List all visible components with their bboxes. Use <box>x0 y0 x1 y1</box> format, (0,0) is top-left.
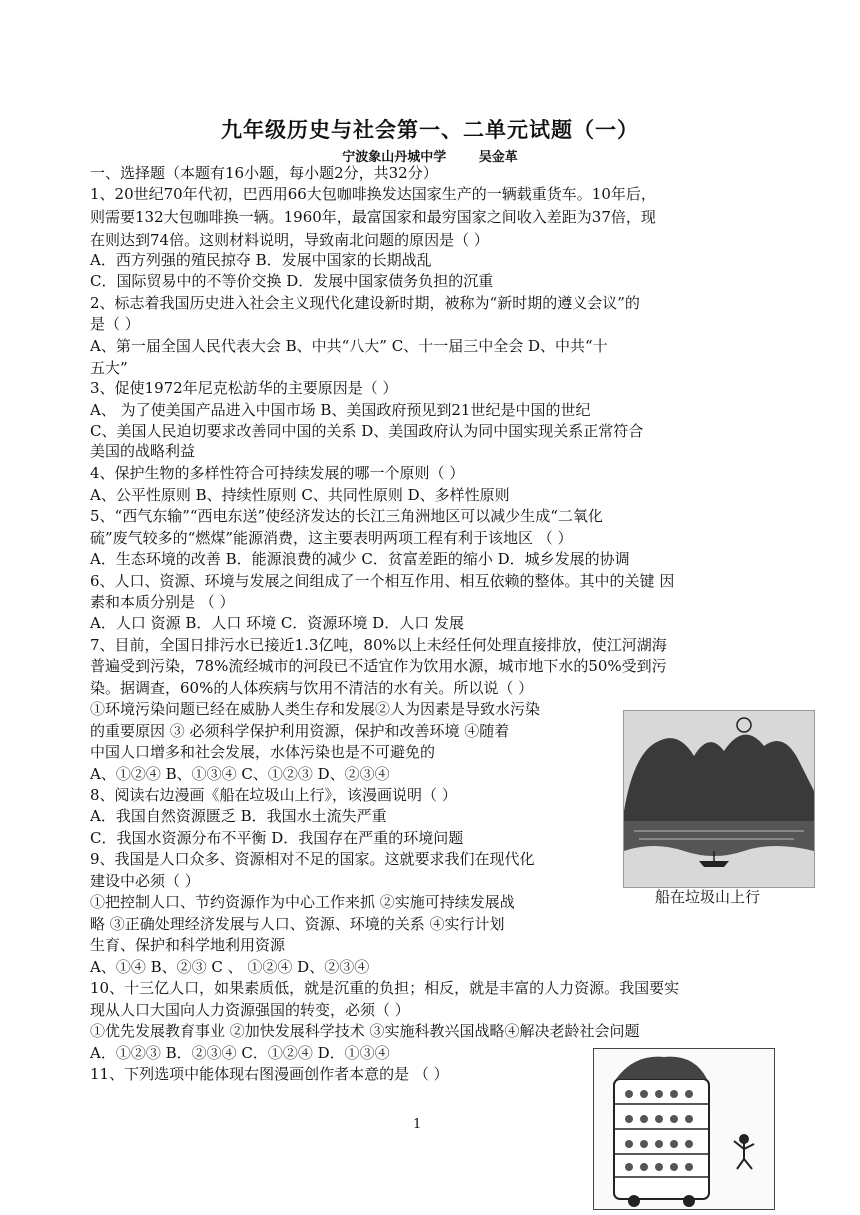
exam-title: 九年级历史与社会第一、二单元试题（一） <box>221 117 639 142</box>
text-line: ①把控制人口、节约资源作为中心工作来抓 ②实施可持续发展战 <box>90 893 515 911</box>
text-line: A、①②④ B、①③④ C、①②③ D、②③④ <box>90 765 390 783</box>
text-line: 染。据调查，60%的人体疾病与饮用不清洁的水有关。所以说（ ） <box>90 679 534 697</box>
text-line: 3、促使1972年尼克松訪华的主要原因是（ ） <box>90 379 398 397</box>
text-line: ①环境污染问题已经在威胁人类生存和发展②人为因素是导致水污染 <box>90 700 541 718</box>
text-line: C．国际贸易中的不等价交换 D．发展中国家债务负担的沉重 <box>90 272 494 290</box>
text-line: C．我国水资源分布不平衡 D．我国存在严重的环境问题 <box>90 829 464 847</box>
text-line: 2、标志着我国历史进入社会主义现代化建设新时期，被称为“新时期的遵义会议”的 <box>90 294 640 312</box>
text-line: A．我国自然资源匮乏 B．我国水土流失严重 <box>90 807 387 825</box>
text-line: C、美国人民迫切要求改善同中国的关系 D、美国政府认为同中国实现关系正常符合 <box>90 422 644 440</box>
text-line: 略 ③正确处理经济发展与人口、资源、环境的关系 ④实行计划 <box>90 915 505 933</box>
text-line: 是（ ） <box>90 315 140 333</box>
text-line: A、①④ B、②③ C 、 ①②④ D、②③④ <box>90 958 370 976</box>
text-line: 1、20世纪70年代初，巴西用66大包咖啡换发达国家生产的一辆载重货车。10年后， <box>90 185 656 203</box>
text-line: 普遍受到污染，78%流经城市的河段已不适宜作为饮用水源，城市地下水的50%受到污 <box>90 657 667 675</box>
text-line: 建设中必须（ ） <box>90 872 200 890</box>
text-line: A．①②③ B．②③④ C．①②④ D．①③④ <box>90 1044 390 1062</box>
text-line: 在则达到74倍。这则材料说明，导致南北问题的原因是（ ） <box>90 231 489 249</box>
author-name: 吴金革 <box>478 150 518 165</box>
page-number: 1 <box>413 1117 422 1132</box>
text-line: 美国的战略利益 <box>90 442 196 460</box>
text-line: 11、下列选项中能体现右图漫画创作者本意的是 （ ） <box>90 1065 449 1083</box>
text-line: 生育、保护和科学地利用资源 <box>90 936 286 954</box>
text-line: 现从人口大国向人力资源强国的转变，必须（ ） <box>90 1001 410 1019</box>
text-line: A、公平性原则 B、持续性原则 C、共同性原则 D、多样性原则 <box>90 486 510 504</box>
text-line: 素和本质分别是 （ ） <box>90 593 235 611</box>
text-line: A、第一届全国人民代表大会 B、中共“八大” C、十一届三中全会 D、中共“十 <box>90 337 608 355</box>
text-line: 中国人口增多和社会发展，水体污染也是不可避免的 <box>90 743 436 761</box>
text-line: 则需要132大包咖啡换一辆。1960年，最富国家和最穷国家之间收入差距为37倍，现 <box>90 208 656 226</box>
text-line: 5、“西气东输”“西电东送”使经济发达的长江三角洲地区可以减少生成“二氧化 <box>90 507 603 525</box>
text-line: A．生态环境的改善 B．能源浪费的减少 C．贫富差距的缩小 D．城乡发展的协调 <box>90 550 630 568</box>
cartoon-bus-image <box>593 1048 775 1210</box>
text-line: 9、我国是人口众多、资源相对不足的国家。这就要求我们在现代化 <box>90 850 535 868</box>
text-line: 8、阅读右边漫画《船在垃圾山上行》，该漫画说明（ ） <box>90 786 457 804</box>
text-line: 的重要原因 ③ 必须科学保护利用资源，保护和改善环境 ④随着 <box>90 722 510 740</box>
text-line: A．西方列强的殖民掠夺 B．发展中国家的长期战乱 <box>90 251 432 269</box>
cartoon-boat-image <box>623 710 815 888</box>
text-line: A．人口 资源 B．人口 环境 C．资源环境 D．人口 发展 <box>90 614 464 632</box>
text-line: 10、十三亿人口，如果素质低，就是沉重的负担；相反，就是丰富的人力资源。我国要实 <box>90 979 680 997</box>
school-name: 宁波象山丹城中学 <box>342 150 447 165</box>
text-line: 7、目前，全国日排污水已接近1.3亿吨，80%以上未经任何处理直接排放，使江河湖海 <box>90 636 667 654</box>
text-line: A、 为了使美国产品进入中国市场 B、美国政府预见到21世纪是中国的世纪 <box>90 401 591 419</box>
text-line: 6、人口、资源、环境与发展之间组成了一个相互作用、相互依赖的整体。其中的关键 因 <box>90 572 675 590</box>
text-line: 硫”废气较多的“燃煤”能源消费，这主要表明两项工程有利于该地区 （ ） <box>90 529 573 547</box>
text-line: 4、保护生物的多样性符合可持续发展的哪一个原则（ ） <box>90 464 465 482</box>
cartoon-caption: 船在垃圾山上行 <box>655 888 761 906</box>
text-line: 五大” <box>90 359 128 377</box>
text-line: ①优先发展教育事业 ②加快发展科学技术 ③实施科教兴国战略④解决老龄社会问题 <box>90 1022 640 1040</box>
section-heading: 一、选择题（本题有16小题，每小题2分，共32分） <box>90 164 438 182</box>
